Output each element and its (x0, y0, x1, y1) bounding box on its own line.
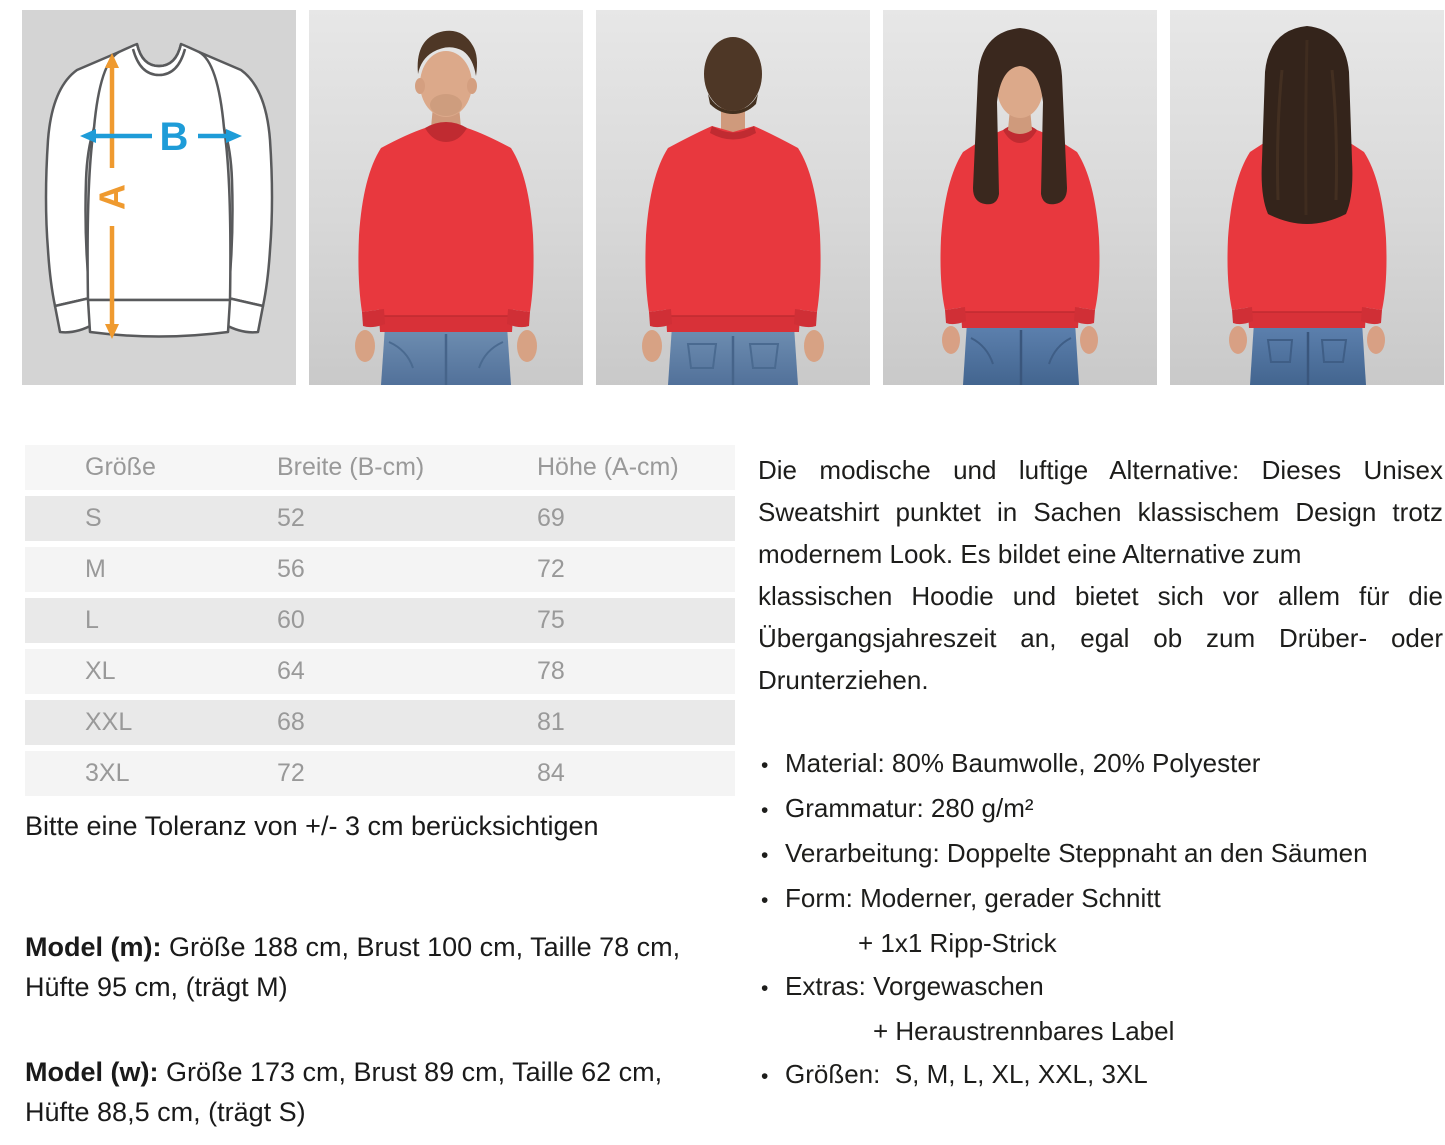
description-line: modernem Look. Es bildet eine Alternative zum (758, 539, 1302, 569)
cell-size: S (85, 504, 102, 532)
feature-list (758, 742, 1443, 1098)
cell-size: XL (85, 657, 116, 685)
table-row-xl (25, 649, 735, 694)
model-m-label: Model (m): (25, 932, 162, 962)
feature-grammatur: • Grammatur: 280 g/m² (758, 787, 1443, 832)
bullet-icon: • (761, 754, 769, 777)
cell-hoehe: 72 (537, 555, 565, 583)
cell-hoehe: 78 (537, 657, 565, 685)
cell-hoehe: 81 (537, 708, 565, 736)
feature-material: • Material: 80% Baumwolle, 20% Polyester (758, 742, 1443, 787)
photo-male-model-back (596, 10, 870, 385)
male-back-photo (596, 10, 870, 385)
female-back-photo (1170, 10, 1444, 385)
feature-form: • Form: Moderner, gerader Schnitt (758, 877, 1443, 922)
cell-size: XXL (85, 708, 133, 736)
cell-breite: 68 (277, 708, 305, 736)
table-row-3xl (25, 751, 735, 796)
table-row-xxl (25, 700, 735, 745)
size-table-header-row (25, 445, 735, 490)
bullet-icon: • (761, 1065, 769, 1088)
model-w-measurements: Größe 173 cm, Brust 89 cm, Taille 62 cm, Hüfte 88,5 cm, (trägt S) (25, 1057, 663, 1127)
feature-groessen: • Größen: S, M, L, XL, XXL, 3XL (758, 1053, 1443, 1098)
feature-form-continuation: + 1x1 Ripp-Strick (858, 928, 1057, 958)
bullet-icon: • (761, 889, 769, 912)
tolerance-note: Bitte eine Toleranz von +/- 3 cm berücksichtigen (25, 811, 599, 841)
description-line: Die modische und luftige Alternative: Dieses Unisex (758, 455, 1443, 485)
male-front-photo (309, 10, 583, 385)
cell-size: 3XL (85, 759, 130, 787)
cell-breite: 72 (277, 759, 305, 787)
description-line: Sweatshirt punktet in Sachen klassischem Design trotz (758, 497, 1443, 527)
column-header-hoehe: Höhe (A-cm) (537, 453, 679, 481)
description-line: Drunterziehen. (758, 665, 929, 695)
size-table (25, 445, 735, 802)
cell-breite: 56 (277, 555, 305, 583)
photo-female-model-front (883, 10, 1157, 385)
model-m-measurements: Größe 188 cm, Brust 100 cm, Taille 78 cm, Hüfte 95 cm, (trägt M) (25, 932, 681, 1002)
feature-extras-continuation: + Heraustrennbares Label (873, 1016, 1175, 1046)
table-row-m (25, 547, 735, 592)
cell-breite: 60 (277, 606, 305, 634)
model-m-info (25, 927, 730, 1007)
female-front-photo (883, 10, 1157, 385)
size-diagram (22, 10, 296, 385)
feature-extras: • Extras: Vorgewaschen (758, 965, 1443, 1010)
cell-hoehe: 75 (537, 606, 565, 634)
cell-hoehe: 69 (537, 504, 565, 532)
model-w-info (25, 1052, 730, 1132)
table-row-l (25, 598, 735, 643)
column-header-breite: Breite (B-cm) (277, 453, 425, 481)
column-header-groesse: Größe (85, 453, 156, 481)
cell-breite: 64 (277, 657, 305, 685)
photo-male-model-front (309, 10, 583, 385)
feature-verarbeitung: • Verarbeitung: Doppelte Steppnaht an den Säumen (758, 832, 1443, 877)
height-label: A (91, 184, 133, 210)
cell-breite: 52 (277, 504, 305, 532)
bullet-icon: • (761, 799, 769, 822)
description-line: klassischen Hoodie und bietet sich vor allem für die (758, 581, 1443, 611)
product-description (758, 449, 1443, 701)
cell-size: M (85, 555, 106, 583)
photo-female-model-back (1170, 10, 1444, 385)
bullet-icon: • (761, 977, 769, 1000)
cell-hoehe: 84 (537, 759, 565, 787)
cell-size: L (85, 606, 99, 634)
model-w-label: Model (w): (25, 1057, 159, 1087)
description-line: Übergangsjahreszeit an, egal ob zum Drüber- oder (758, 623, 1443, 653)
table-row-s (25, 496, 735, 541)
product-image-gallery (22, 10, 1445, 385)
width-label: B (159, 115, 189, 159)
bullet-icon: • (761, 844, 769, 867)
size-diagram-illustration (22, 10, 296, 385)
